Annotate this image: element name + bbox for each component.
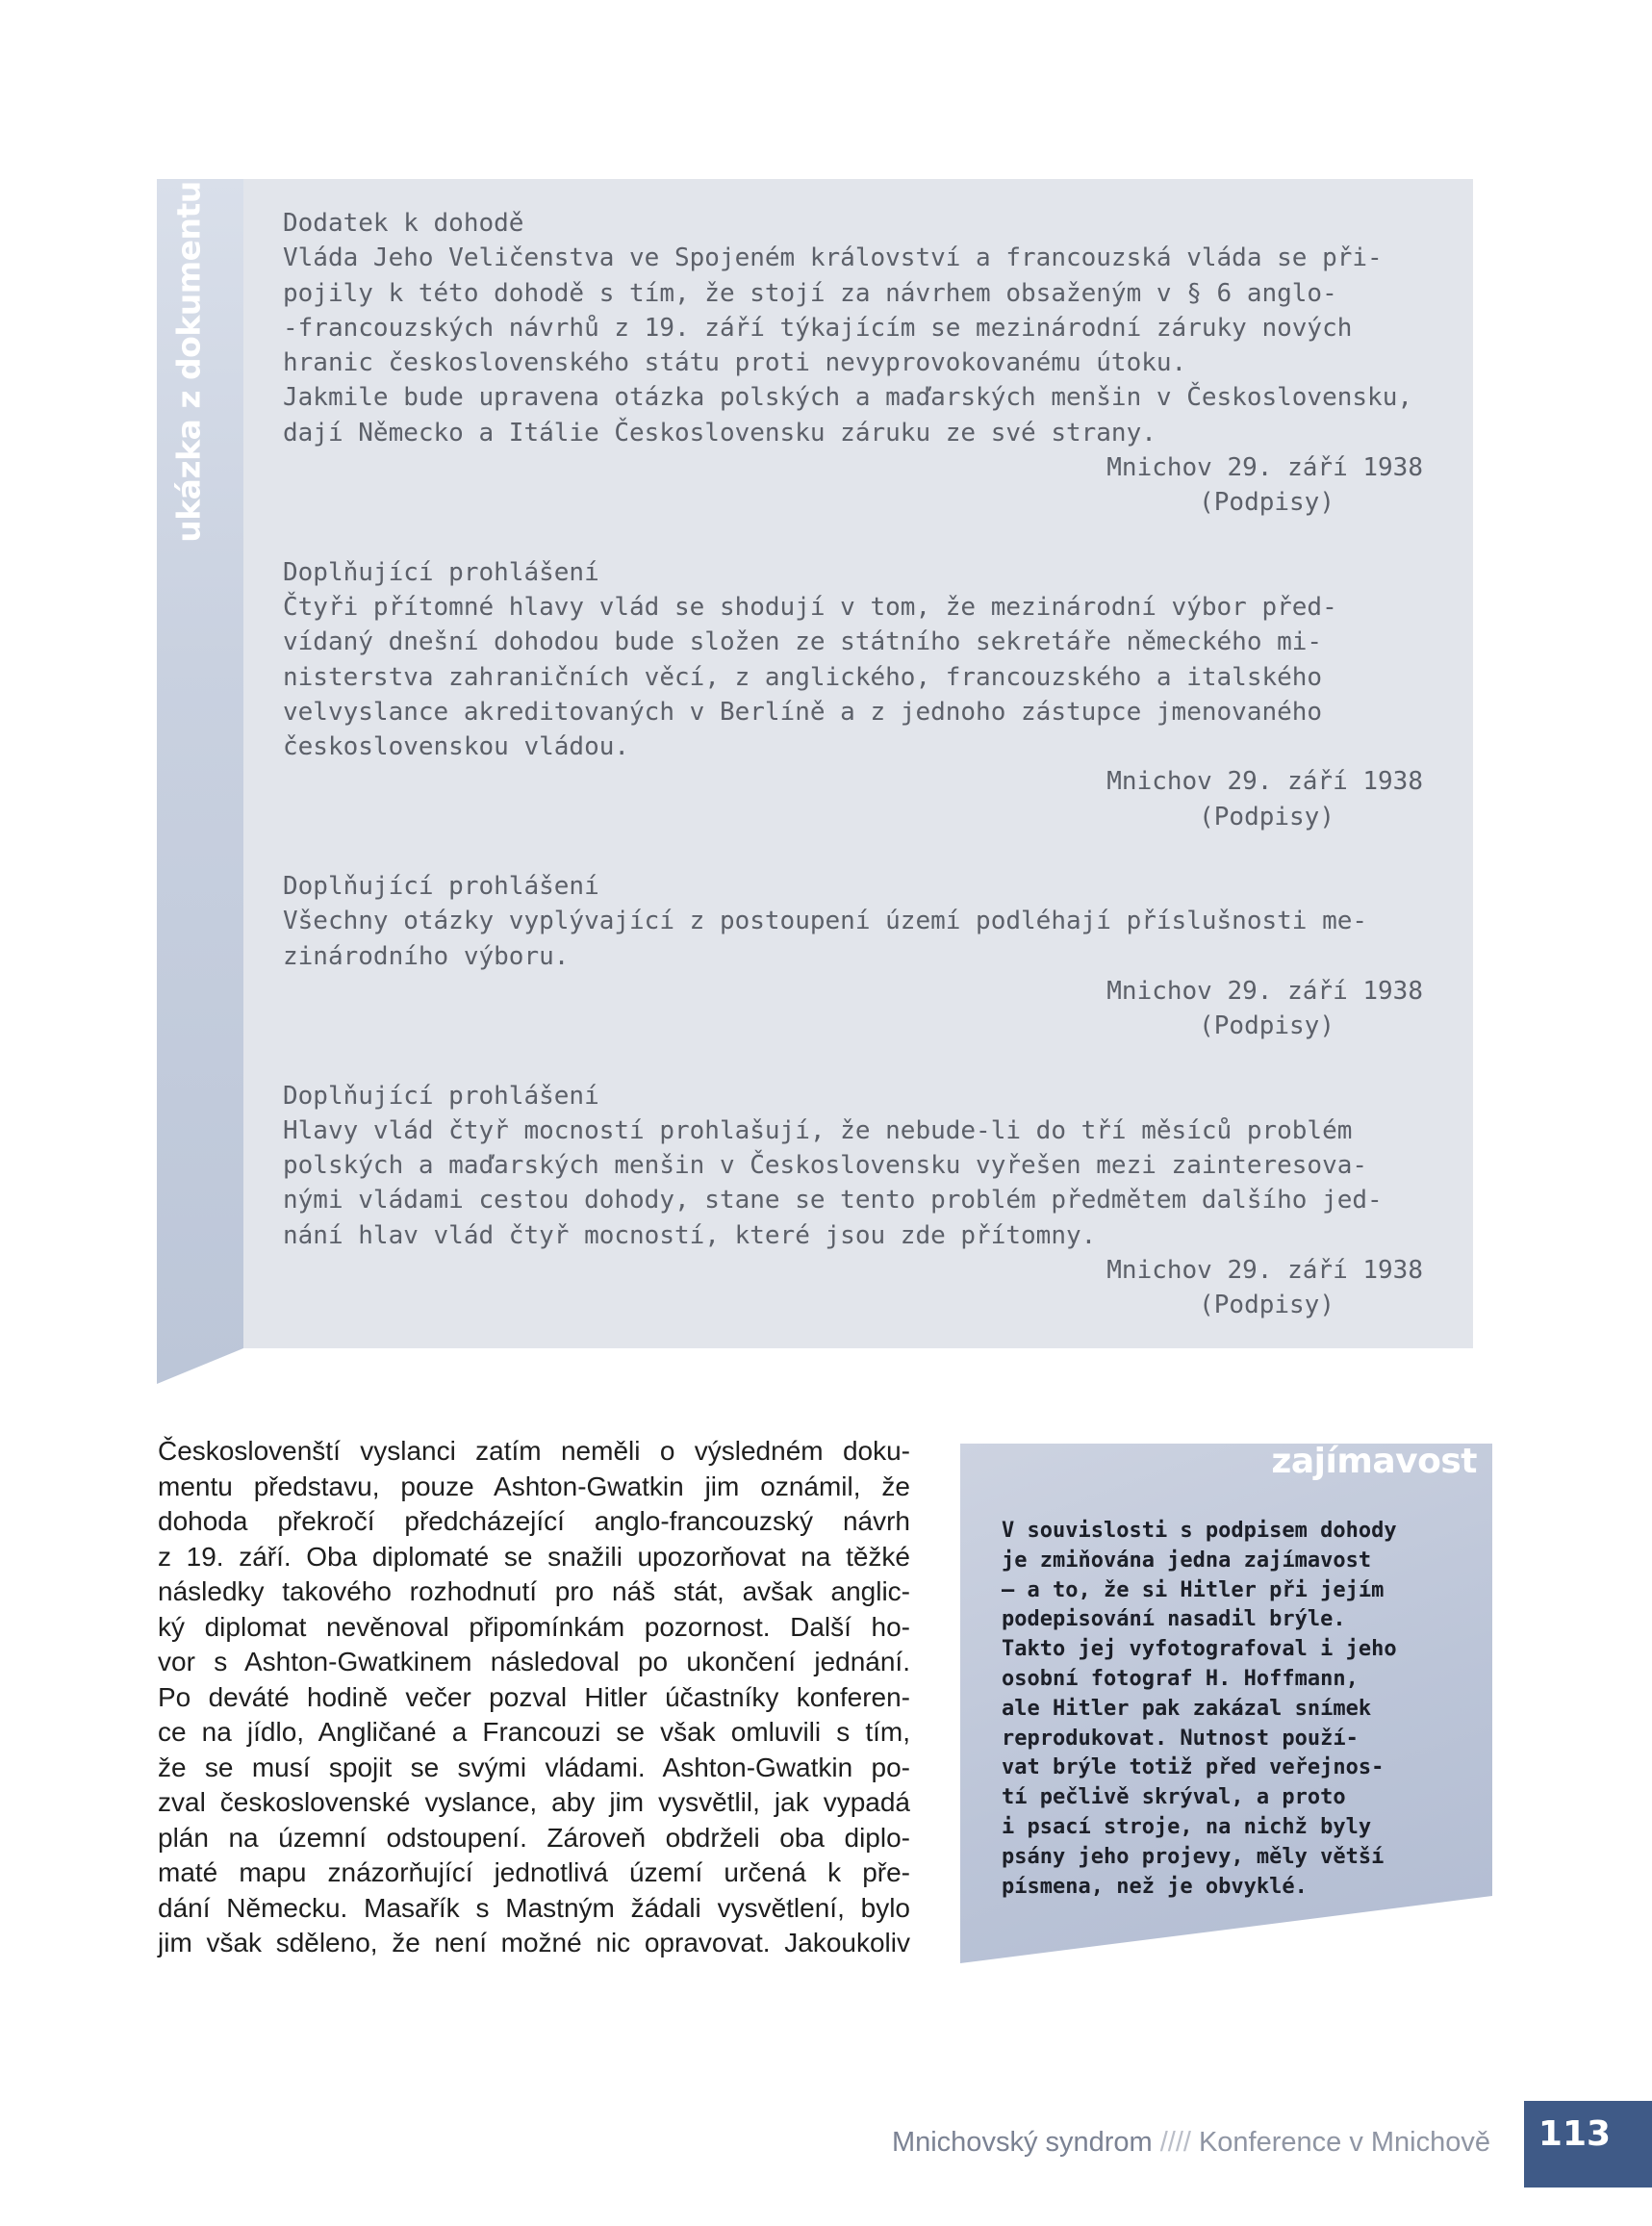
section-line: Jakmile bude upravena otázka polských a maďarských menšin v Československu, (283, 383, 1412, 413)
sidebar-line: podepisování nasadil brýle. (1002, 1607, 1346, 1632)
section-heading: Doplňující prohlášení (283, 1081, 599, 1111)
sidebar-text (1002, 1517, 1468, 1902)
body-line: že se musí spojit se svými vládami. Ashton-Gwatkin po- (158, 1752, 910, 1782)
section-line: Vláda Jeho Veličenstva ve Spojeném království a francouzská vláda se při- (283, 243, 1383, 273)
body-line: jim však sděleno, že není možné nic opravovat. Jakoukoliv (158, 1928, 910, 1957)
section-place-date: Mnichov 29. září 1938 (1106, 976, 1423, 1006)
section-line: dají Německo a Itálie Československu záruku ze své strany. (283, 418, 1156, 448)
section-signature: (Podpisy) (1199, 1011, 1334, 1041)
body-line: ce na jídlo, Angličané a Francouzi se však omluvili s tím, (158, 1717, 910, 1747)
body-line: ký diplomat nevěnoval připomínkám pozornost. Další ho- (158, 1611, 910, 1642)
section-line: polských a maďarských menšin v Československu vyřešen mezi zainteresova- (283, 1151, 1368, 1181)
section-line: vídaný dnešní dohodou bude složen ze státního sekretáře německého mi- (283, 627, 1323, 657)
body-text (158, 1434, 910, 1961)
section-place-date: Mnichov 29. září 1938 (1106, 767, 1423, 797)
section-line: Čtyři přítomné hlavy vlád se shodují v tom, že mezinárodní výbor před- (283, 592, 1337, 622)
section-signature: (Podpisy) (1199, 1291, 1334, 1320)
document-section (283, 869, 1423, 1043)
body-line: vor s Ashton-Gwatkinem následoval po ukončení jednání. (158, 1647, 910, 1676)
section-line: pojily k této dohodě s tím, že stojí za návrhem obsaženým v § 6 anglo- (283, 278, 1337, 308)
section-line: nými vládami cestou dohody, stane se tento problém předmětem dalšího jed- (283, 1186, 1383, 1215)
body-line: dání Německu. Masařík s Mastným žádali vysvětlení, bylo (158, 1892, 910, 1923)
section-line: Všechny otázky vyplývající z postoupení území podléhají příslušnosti me- (283, 907, 1368, 936)
body-line: maté mapu znázorňující jednotlivá území určená k pře- (158, 1857, 910, 1887)
section-heading: Doplňující prohlášení (283, 557, 599, 587)
section-line: -francouzských návrhů z 19. září týkajícím se mezinárodní záruky nových (283, 313, 1353, 343)
section-signature: (Podpisy) (1199, 802, 1334, 832)
section-heading: Dodatek k dohodě (283, 209, 524, 238)
footer-book-title: Mnichovský syndrom (891, 2127, 1153, 2158)
section-line: Hlavy vlád čtyř mocností prohlašují, že nebude-li do tří měsíců problém (283, 1115, 1353, 1145)
sidebar-line: V souvislosti s podpisem dohody (1002, 1519, 1397, 1543)
section-line: velvyslance akreditovaných v Berlíně a z jednoho zástupce jmenovaného (283, 697, 1323, 727)
section-place-date: Mnichov 29. září 1938 (1106, 453, 1423, 483)
footer-chapter-title: Konference v Mnichově (1198, 2127, 1490, 2158)
sidebar-title: zajímavost (1271, 1442, 1477, 1481)
sidebar-line: – a to, že si Hitler při jejím (1002, 1577, 1385, 1602)
section-line: československou vládou. (283, 732, 630, 762)
sidebar-line: psány jeho projevy, měly větší (1002, 1844, 1385, 1869)
page-number: 113 (1538, 2114, 1612, 2154)
section-line: nání hlav vlád čtyř mocností, které jsou zde přítomny. (283, 1220, 1097, 1250)
sidebar-line: tí pečlivě skrýval, a proto (1002, 1785, 1346, 1810)
sidebar-line: je zmiňována jedna zajímavost (1002, 1548, 1372, 1573)
body-line: následky takového rozhodnutí pro náš stát, avšak anglic- (158, 1576, 910, 1606)
document-label-text: ukázka z dokumentu (169, 181, 208, 543)
section-line: nisterstva zahraničních věcí, z anglického, francouzského a italského (283, 662, 1323, 692)
section-line: hranic československého státu proti nevyprovokovanému útoku. (283, 348, 1187, 378)
sidebar-line: písmena, než je obvyklé. (1002, 1874, 1308, 1899)
document-section (283, 206, 1423, 521)
sidebar-line: i psací stroje, na nichž byly (1002, 1814, 1372, 1839)
footer-separator: //// (1159, 2127, 1191, 2158)
body-line: Českoslovenští vyslanci zatím neměli o výsledném doku- (158, 1436, 910, 1466)
page-footer (892, 2127, 1490, 2165)
sidebar-line: reprodukovat. Nutnost použí- (1002, 1726, 1359, 1751)
sidebar-line: Takto jej vyfotografoval i jeho (1002, 1637, 1397, 1662)
body-line: dohoda překročí předcházející anglo-francouzský návrh (158, 1506, 910, 1536)
body-line: plán na územní odstoupení. Zároveň obdrželi oba diplo- (158, 1822, 910, 1853)
document-text (283, 206, 1423, 1323)
body-line: zval československé vyslance, aby jim vysvětlil, jak vypadá (158, 1787, 910, 1817)
sidebar-line: osobní fotograf H. Hoffmann, (1002, 1666, 1359, 1691)
sidebar-line: ale Hitler pak zakázal snímek (1002, 1696, 1372, 1721)
body-line: Po deváté hodině večer pozval Hitler účastníky konferen- (158, 1681, 910, 1712)
document-section (283, 555, 1423, 834)
section-heading: Doplňující prohlášení (283, 872, 599, 902)
document-label (160, 179, 217, 545)
section-place-date: Mnichov 29. září 1938 (1106, 1256, 1423, 1286)
body-line: z 19. září. Oba diplomaté se snažili upozorňovat na těžké (158, 1541, 910, 1572)
document-section (283, 1079, 1423, 1323)
sidebar-line: vat brýle totiž před veřejnos- (1002, 1755, 1385, 1780)
body-line: mentu představu, pouze Ashton-Gwatkin jim oznámil, že (158, 1471, 910, 1501)
section-line: zinárodního výboru. (283, 941, 570, 971)
section-signature: (Podpisy) (1199, 488, 1334, 518)
